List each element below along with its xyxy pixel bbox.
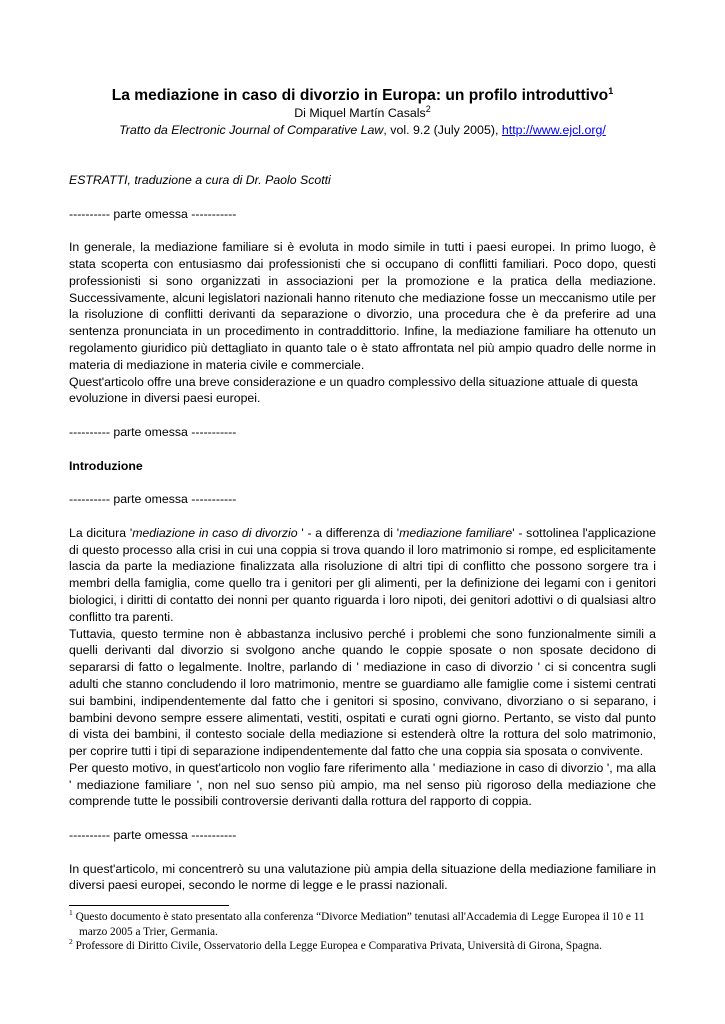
estratti-note: ESTRATTI, traduzione a cura di Dr. Paolo Scotti xyxy=(69,173,331,187)
paragraph: In quest'articolo, mi concentrerò su una valutazione più ampia della situazione della mediazione familiare in diversi paesi europei, secondo le norme di legge e le prassi nazionali. xyxy=(69,861,656,893)
footnote xyxy=(69,910,656,939)
footnote-text: Professore di Diritto Civile, Osservatorio della Legge Europea e Comparativa Privata, Università di Girona, Spagna. xyxy=(75,940,602,953)
author-text: Di Miquel Martín Casals xyxy=(294,106,426,120)
footnote-number: 2 xyxy=(69,937,73,947)
text-run: ' - a differenza di ' xyxy=(297,525,400,540)
document-title xyxy=(69,86,656,105)
omission-marker: ---------- parte omessa ----------- xyxy=(69,424,237,439)
source-line xyxy=(69,122,656,139)
text-run: ' - sottolinea l'applicazione di questo processo alla crisi in cui una coppia si trova quando il loro matrimonio si rompe, ed esplicitamente lascia da parte la mediazione finalizzata alla risoluzione di altri tipi di conflitto che possono sorgere tra i membri della famiglia, come quello tra i genitori per gli alimenti, per la definizione dei legami con i genitori biologici, i diritti di contatto dei nonni per quanto riguarda i loro nipoti, dei genitori adottivi o di qualsiasi altro conflitto tra parenti. xyxy=(69,525,657,624)
paragraph: Quest'articolo offre una breve considerazione e un quadro complessivo della situazione attuale di questa evoluzione in diversi paesi europei. xyxy=(69,374,638,406)
source-journal: Electronic Journal of Comparative Law xyxy=(171,123,384,137)
italic-term: mediazione in caso di divorzio xyxy=(132,525,298,540)
omission-marker: ---------- parte omessa ----------- xyxy=(69,492,237,507)
document-header xyxy=(69,0,656,139)
section-heading: Introduzione xyxy=(69,458,143,473)
footnotes xyxy=(69,905,656,954)
title-text: La mediazione in caso di divorzio in Europa: un profilo introduttivo xyxy=(111,87,609,104)
omission-marker: ---------- parte omessa ----------- xyxy=(69,828,237,843)
paragraph xyxy=(69,525,656,626)
text-run: La dicitura ' xyxy=(69,525,133,540)
source-details: , vol. 9.2 (July 2005), xyxy=(383,123,502,137)
footnote-separator xyxy=(69,905,229,906)
footnote-number: 1 xyxy=(69,908,73,918)
footnote xyxy=(69,939,656,954)
source-prefix: Tratto da xyxy=(119,123,172,137)
omission-marker: ---------- parte omessa ----------- xyxy=(69,206,237,221)
paragraph: In generale, la mediazione familiare si è evoluta in modo simile in tutti i paesi europei. In primo luogo, è stata scoperta con entusiasmo dai professionisti che si occupano di conflitti familiari. Poco dopo, questi professionisti si sono organizzati in associazioni per la promozione e la pratica della mediazione. Successivamente, alcuni legislatori nazionali hanno ritenuto che mediazione fosse un meccanismo utile per la risoluzione di conflitti derivanti da separazione o divorzio, una procedura che è da preferire ad una sentenza pronunciata in un procedimento in contraddittorio. Infine, la mediazione familiare ha ottenuto un regolamento giuridico più dettagliato in quanto tale o è stato affrontata nel più ampio quadro delle norme in materia di mediazione in materia civile e commerciale. xyxy=(69,240,656,372)
italic-term: mediazione familiare xyxy=(399,525,513,540)
title-footnote-ref[interactable]: 1 xyxy=(608,85,614,96)
document-body xyxy=(69,172,656,894)
footnote-text: Questo documento è stato presentato alla conferenza “Divorce Mediation” tenutasi all'Accademia di Legge Europea il 10 e 11 marzo 2005 a Trier, Germania. xyxy=(75,911,645,938)
author-footnote-ref[interactable]: 2 xyxy=(425,103,431,114)
source-link[interactable]: http://www.ejcl.org/ xyxy=(501,123,606,137)
paragraph: Per questo motivo, in quest'articolo non voglio fare riferimento alla ' mediazione in caso di divorzio ', ma alla ' mediazione familiare ', non nel suo senso più ampio, ma nel senso più rigoroso della mediazione che comprende tutte le possibili controversie derivanti dalla rottura del rapporto di coppia. xyxy=(69,760,656,809)
author-line xyxy=(69,105,656,122)
paragraph: Tuttavia, questo termine non è abbastanza inclusivo perché i problemi che sono funzionalmente simili a quelli derivanti dal divorzio si svolgono anche quando le coppie sposate o non sposate decidono di separarsi di fatto o legalmente. Inoltre, parlando di ' mediazione in caso di divorzio ' ci si concentra sugli adulti che stanno concludendo il loro matrimonio, mentre se guardiamo alle famiglie come i sistemi centrati sui bambini, indipendentemente dal fatto che i genitori si sposino, convivano, divorziano o si separano, i bambini devono sempre essere alimentati, vestiti, ospitati e curati ogni giorno. Pertanto, se visto dal punto di vista dei bambini, il contesto sociale della mediazione si estenderà oltre la rottura del solo matrimonio, per coprire tutti i tipi di separazione indipendentemente dal fatto che una coppia sia sposata o convivente. xyxy=(69,626,656,759)
